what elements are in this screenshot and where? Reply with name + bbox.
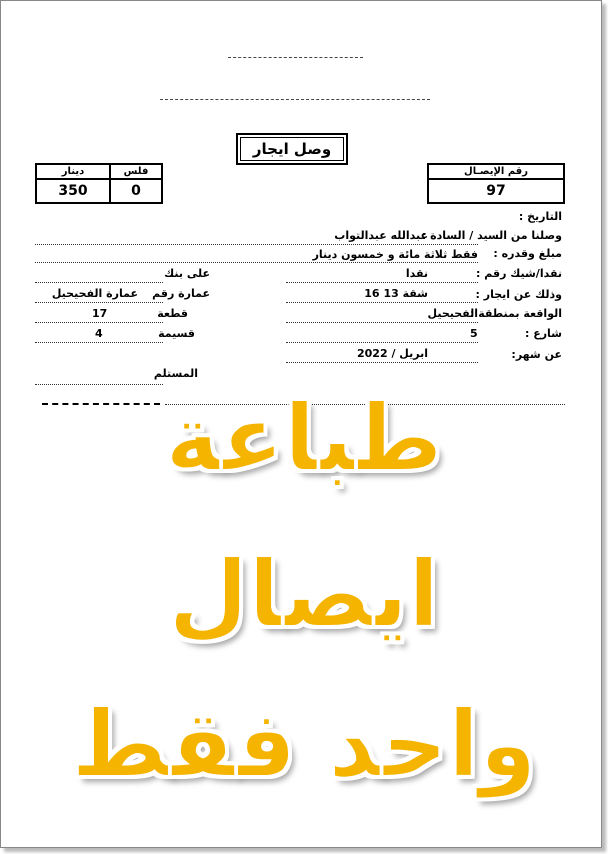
plot-line: [35, 322, 163, 323]
receipt-number-value: 97: [428, 179, 564, 203]
watermark-line-1: طباعة: [165, 385, 443, 492]
building-label: عمارة رقم: [152, 287, 210, 300]
bank-label: على بنك: [164, 267, 210, 280]
recipient-label: المستلم: [153, 367, 198, 380]
amount-label: مبلغ وقدره :: [493, 247, 562, 260]
street-value: 5: [470, 327, 478, 340]
dinar-value: 350: [36, 179, 110, 203]
cash-line: [286, 282, 478, 283]
plot-label: قطعة: [157, 307, 188, 320]
plot-value: 17: [92, 307, 108, 320]
document-title: وصل ايجار: [240, 137, 344, 161]
area-line: [286, 322, 478, 323]
received-from-value: عبدالله عبدالتواب: [334, 229, 428, 242]
title-box: [236, 133, 348, 165]
fils-value: 0: [110, 179, 162, 203]
voucher-value: 4: [95, 327, 103, 340]
rent-line: [286, 302, 478, 303]
voucher-line: [35, 342, 163, 343]
amount-box: [35, 163, 163, 204]
receipt-number-box: [427, 163, 565, 204]
street-label: شارع :: [524, 327, 562, 340]
month-value: ابريل / 2022: [357, 347, 428, 360]
amount-line: [35, 262, 478, 263]
rent-value: شقة 13 16: [364, 287, 428, 300]
received-from-label: وصلنا من السيد / السادة :: [421, 229, 562, 242]
dinar-label: دينار: [36, 164, 110, 179]
receipt-number-label: رقم الإيصـال: [428, 164, 564, 179]
month-label: عن شهر:: [511, 348, 562, 361]
street-line: [286, 342, 478, 343]
header-line-1: [228, 57, 363, 58]
area-value: الفحيحيل: [427, 307, 478, 320]
building-value: عمارة الفحيحيل: [51, 287, 138, 300]
watermark-line-3: واحد فقط: [71, 691, 537, 798]
received-from-line: [35, 244, 478, 245]
rent-label: وذلك عن ايجار :: [475, 288, 562, 301]
fils-label: فلس: [110, 164, 162, 179]
month-line: [286, 362, 478, 363]
voucher-label: قسيمة: [158, 327, 195, 340]
building-line: [35, 302, 163, 303]
bank-line: [35, 282, 163, 283]
cash-label: نقدا/شيك رقم :: [476, 267, 562, 280]
watermark-line-2: ايصال: [168, 541, 440, 648]
amount-value: فقط ثلاثة مائة و خمسون دينار: [312, 248, 478, 261]
cash-value: نقدا: [405, 267, 428, 280]
date-label: التاريخ :: [518, 210, 562, 223]
area-label: الواقعة بمنطقة :: [469, 307, 562, 320]
header-line-2: [160, 99, 430, 100]
